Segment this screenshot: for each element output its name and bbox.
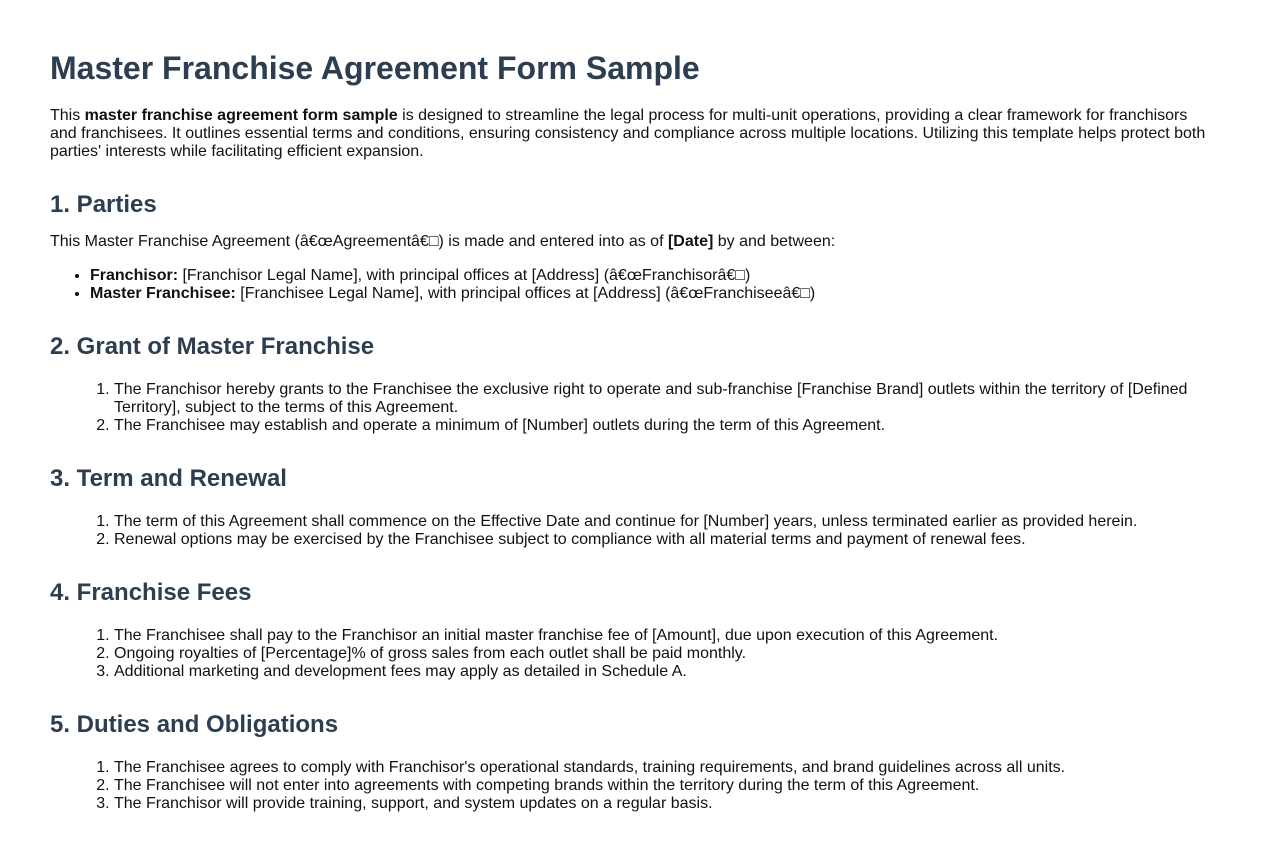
section-term [50,465,1213,549]
fees-list [50,627,1213,681]
list-item-master-franchisee [90,285,1213,303]
section-parties [50,191,1213,303]
section-heading-parties: 1. Parties [50,191,157,218]
intro-paragraph [50,107,1213,161]
section-fees [50,579,1213,681]
list-item: 1. The Franchisor hereby grants to the Franchisee the exclusive right to operate and sub-franchise [Franchise Brand] outlets within the territory of [Defined Territory], subject to the terms of this Agreement. [114,381,1213,417]
intro-text-bold: master franchise agreement form sample [84,107,398,124]
section-grant [50,333,1213,435]
section-heading-grant: 2. Grant of Master Franchise [50,333,375,360]
parties-date-placeholder: [Date] [667,233,714,250]
master-franchisee-label: Master Franchisee: [90,285,236,302]
list-item: 1. The term of this Agreement shall commence on the Effective Date and continue for [Number] years, unless terminated earlier as provided herein. [114,513,1213,531]
parties-list [50,267,1213,303]
parties-text-before: This Master Franchise Agreement (â€œAgreementâ€□) is made and entered into as of [50,233,668,250]
intro-text-after: is designed to streamline the legal process for multi-unit operations, providing a clear framework for franchisors and franchisees. It outlines essential terms and conditions, ensuring consistency and compliance across multiple locations. Utilizing this template helps protect both parties' interests while facilitating efficient expansion. [50,107,1206,160]
parties-paragraph [50,233,1213,251]
list-item: 2. Ongoing royalties of [Percentage]% of gross sales from each outlet shall be paid monthly. [114,645,1213,663]
franchisor-label: Franchisor: [90,267,179,284]
list-item: 1. The Franchisee shall pay to the Franchisor an initial master franchise fee of [Amount], due upon execution of this Agreement. [114,627,1213,645]
duties-list [50,759,1213,813]
section-heading-duties: 5. Duties and Obligations [50,711,339,738]
list-item: 3. Additional marketing and development fees may apply as detailed in Schedule A. [114,663,1213,681]
section-heading-fees: 4. Franchise Fees [50,579,252,606]
section-heading-term: 3. Term and Renewal [50,465,287,492]
list-item: 2. Renewal options may be exercised by the Franchisee subject to compliance with all material terms and payment of renewal fees. [114,531,1213,549]
list-item: 1. The Franchisee agrees to comply with Franchisor's operational standards, training requirements, and brand guidelines across all units. [114,759,1213,777]
term-list [50,513,1213,549]
list-item-franchisor [90,267,1213,285]
grant-list [50,381,1213,435]
master-franchisee-text: [Franchisee Legal Name], with principal offices at [Address] (â€œFranchiseeâ€□) [235,285,816,302]
intro-text-before: This [50,107,85,124]
list-item: 2. The Franchisee will not enter into agreements with competing brands within the territory during the term of this Agreement. [114,777,1213,795]
franchisor-text: [Franchisor Legal Name], with principal offices at [Address] (â€œFranchisorâ€□) [178,267,751,284]
page-title: Master Franchise Agreement Form Sample [50,50,700,86]
list-item: 3. The Franchisor will provide training, support, and system updates on a regular basis. [114,795,1213,813]
section-duties [50,711,1213,813]
list-item: 2. The Franchisee may establish and operate a minimum of [Number] outlets during the term of this Agreement. [114,417,1213,435]
parties-text-after: by and between: [713,233,836,250]
